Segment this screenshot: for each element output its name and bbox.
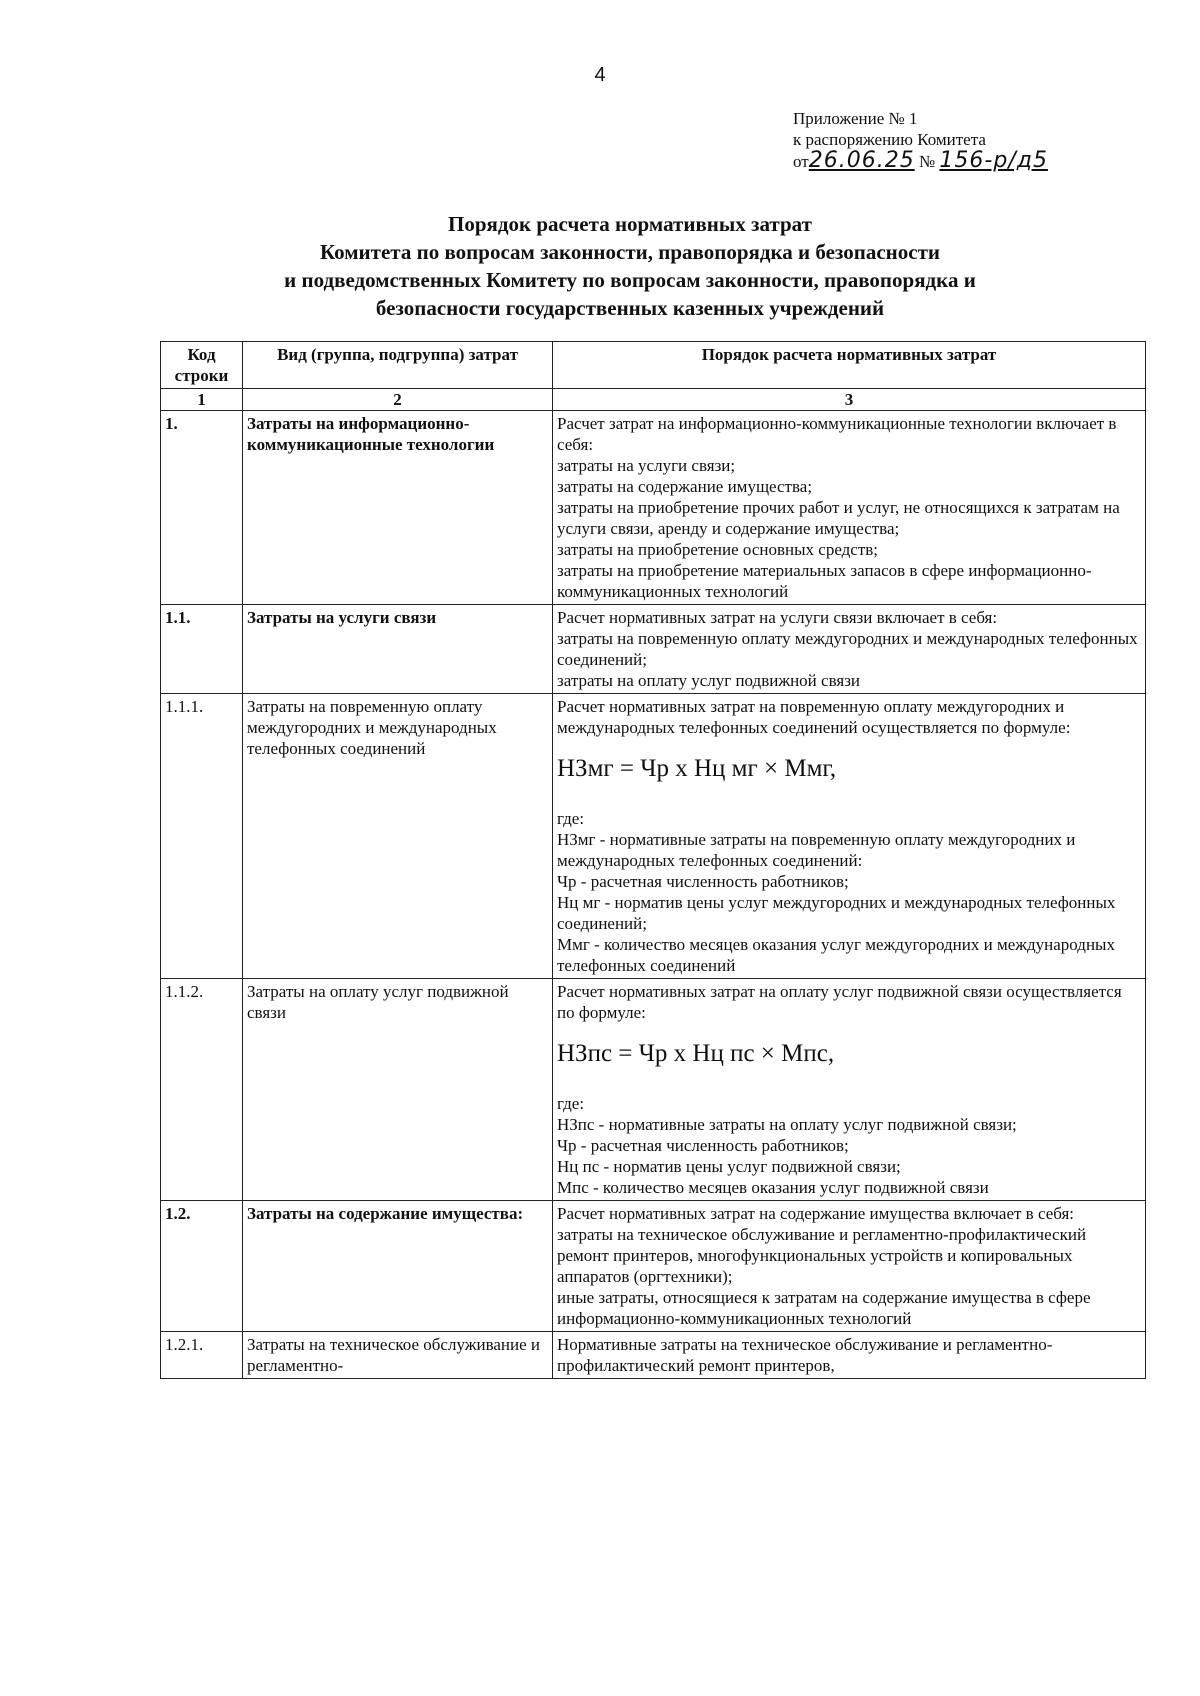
procedure-line: затраты на содержание имущества;	[557, 477, 813, 496]
row-procedure	[553, 605, 1146, 694]
appendix-line-2: к распоряжению Комитета	[793, 130, 986, 149]
title-line-4: безопасности государственных казенных учреждений	[375, 296, 885, 320]
table-header-row	[161, 342, 1146, 389]
row-name: Затраты на содержание имущества:	[243, 1201, 553, 1332]
procedure-line: затраты на приобретение основных средств;	[557, 540, 879, 559]
header-code: Код строки	[161, 342, 243, 389]
page-number: 4	[594, 64, 606, 86]
formula: НЗмг = Чр х Нц мг × Ммг,	[557, 755, 837, 782]
procedure-line: Расчет нормативных затрат на услуги связи включает в себя:	[557, 608, 998, 627]
cost-table	[160, 341, 1146, 1379]
procedure-line: иные затраты, относящиеся к затратам на содержание имущества в сфере информационно-коммуникационных технологий	[557, 1288, 1091, 1328]
header-type: Вид (группа, подгруппа) затрат	[243, 342, 553, 389]
procedure-line: Ммг - количество месяцев оказания услуг междугородних и международных телефонных соединений	[557, 935, 1115, 975]
col-number: 3	[553, 389, 1146, 411]
procedure-line: где:	[557, 1094, 585, 1113]
row-procedure	[553, 979, 1146, 1201]
procedure-line: затраты на техническое обслуживание и регламентно-профилактический ремонт принтеров, многофункциональных устройств и копировальных аппаратов (оргтехники);	[557, 1225, 1087, 1286]
appendix-number: 156-р/д5	[939, 148, 1048, 173]
row-procedure	[553, 411, 1146, 605]
formula: НЗпс = Чр х Нц пс × Мпс,	[557, 1040, 835, 1067]
row-name: Затраты на повременную оплату междугородних и международных телефонных соединений	[243, 694, 553, 979]
procedure-line: НЗмг - нормативные затраты на повременную оплату междугородних и международных телефонных соединений:	[557, 830, 1076, 870]
procedure-line: Расчет затрат на информационно-коммуникационные технологии включает в себя:	[557, 414, 1117, 454]
col-number: 1	[161, 389, 243, 411]
procedure-intro: Расчет нормативных затрат на повременную оплату междугородних и международных телефонных соединений осуществляется по формуле:	[557, 697, 1071, 737]
row-name: Затраты на информационно-коммуникационные технологии	[243, 411, 553, 605]
procedure-line: Нц пс - норматив цены услуг подвижной связи;	[557, 1157, 901, 1176]
row-name: Затраты на техническое обслуживание и регламентно-	[243, 1332, 553, 1379]
col-number: 2	[243, 389, 553, 411]
procedure-line: Расчет нормативных затрат на содержание имущества включает в себя:	[557, 1204, 1075, 1223]
row-code: 1.	[161, 411, 243, 605]
procedure-line: Чр - расчетная численность работников;	[557, 1136, 849, 1155]
appendix-line-1: Приложение № 1	[793, 109, 918, 128]
procedure-line: НЗпс - нормативные затраты на оплату услуг подвижной связи;	[557, 1115, 1017, 1134]
document-title	[150, 210, 1110, 322]
table-row	[161, 411, 1146, 605]
procedure-line: затраты на повременную оплату междугородних и международных телефонных соединений;	[557, 629, 1138, 669]
row-code: 1.2.	[161, 1201, 243, 1332]
procedure-line: Чр - расчетная численность работников;	[557, 872, 849, 891]
procedure-line: затраты на приобретение материальных запасов в сфере информационно-коммуникационных технологий	[557, 561, 1092, 601]
appendix-date: 26.06.25	[808, 148, 915, 173]
row-code: 1.2.1.	[161, 1332, 243, 1379]
procedure-line: Нормативные затраты на техническое обслуживание и регламентно-профилактический ремонт принтеров,	[557, 1335, 1053, 1375]
header-procedure: Порядок расчета нормативных затрат	[553, 342, 1146, 389]
table-row	[161, 1201, 1146, 1332]
procedure-line: затраты на оплату услуг подвижной связи	[557, 671, 861, 690]
row-code: 1.1.	[161, 605, 243, 694]
procedure-line: Нц мг - норматив цены услуг междугородних и международных телефонных соединений;	[557, 893, 1116, 933]
row-code: 1.1.1.	[161, 694, 243, 979]
row-procedure	[553, 1201, 1146, 1332]
procedure-line: Мпс - количество месяцев оказания услуг подвижной связи	[557, 1178, 989, 1197]
row-procedure	[553, 1332, 1146, 1379]
appendix-block	[793, 108, 1048, 172]
appendix-date-line	[793, 150, 1048, 172]
row-code: 1.1.2.	[161, 979, 243, 1201]
table-row	[161, 694, 1146, 979]
title-line-3: и подведомственных Комитету по вопросам законности, правопорядка и	[284, 268, 976, 292]
table-row	[161, 979, 1146, 1201]
procedure-line: затраты на услуги связи;	[557, 456, 736, 475]
procedure-intro: Расчет нормативных затрат на оплату услуг подвижной связи осуществляется по формуле:	[557, 982, 1122, 1022]
appendix-from-label: от	[793, 152, 809, 171]
title-line-2: Комитета по вопросам законности, правопорядка и безопасности	[319, 240, 941, 264]
procedure-line: где:	[557, 809, 585, 828]
table-row	[161, 1332, 1146, 1379]
row-name: Затраты на услуги связи	[243, 605, 553, 694]
procedure-line: затраты на приобретение прочих работ и услуг, не относящихся к затратам на услуги связи, аренду и содержание имущества;	[557, 498, 1120, 538]
title-line-1: Порядок расчета нормативных затрат	[448, 212, 812, 236]
row-procedure	[553, 694, 1146, 979]
appendix-number-label: №	[918, 152, 936, 171]
row-name: Затраты на оплату услуг подвижной связи	[243, 979, 553, 1201]
column-number-row	[161, 389, 1146, 411]
table-row	[161, 605, 1146, 694]
